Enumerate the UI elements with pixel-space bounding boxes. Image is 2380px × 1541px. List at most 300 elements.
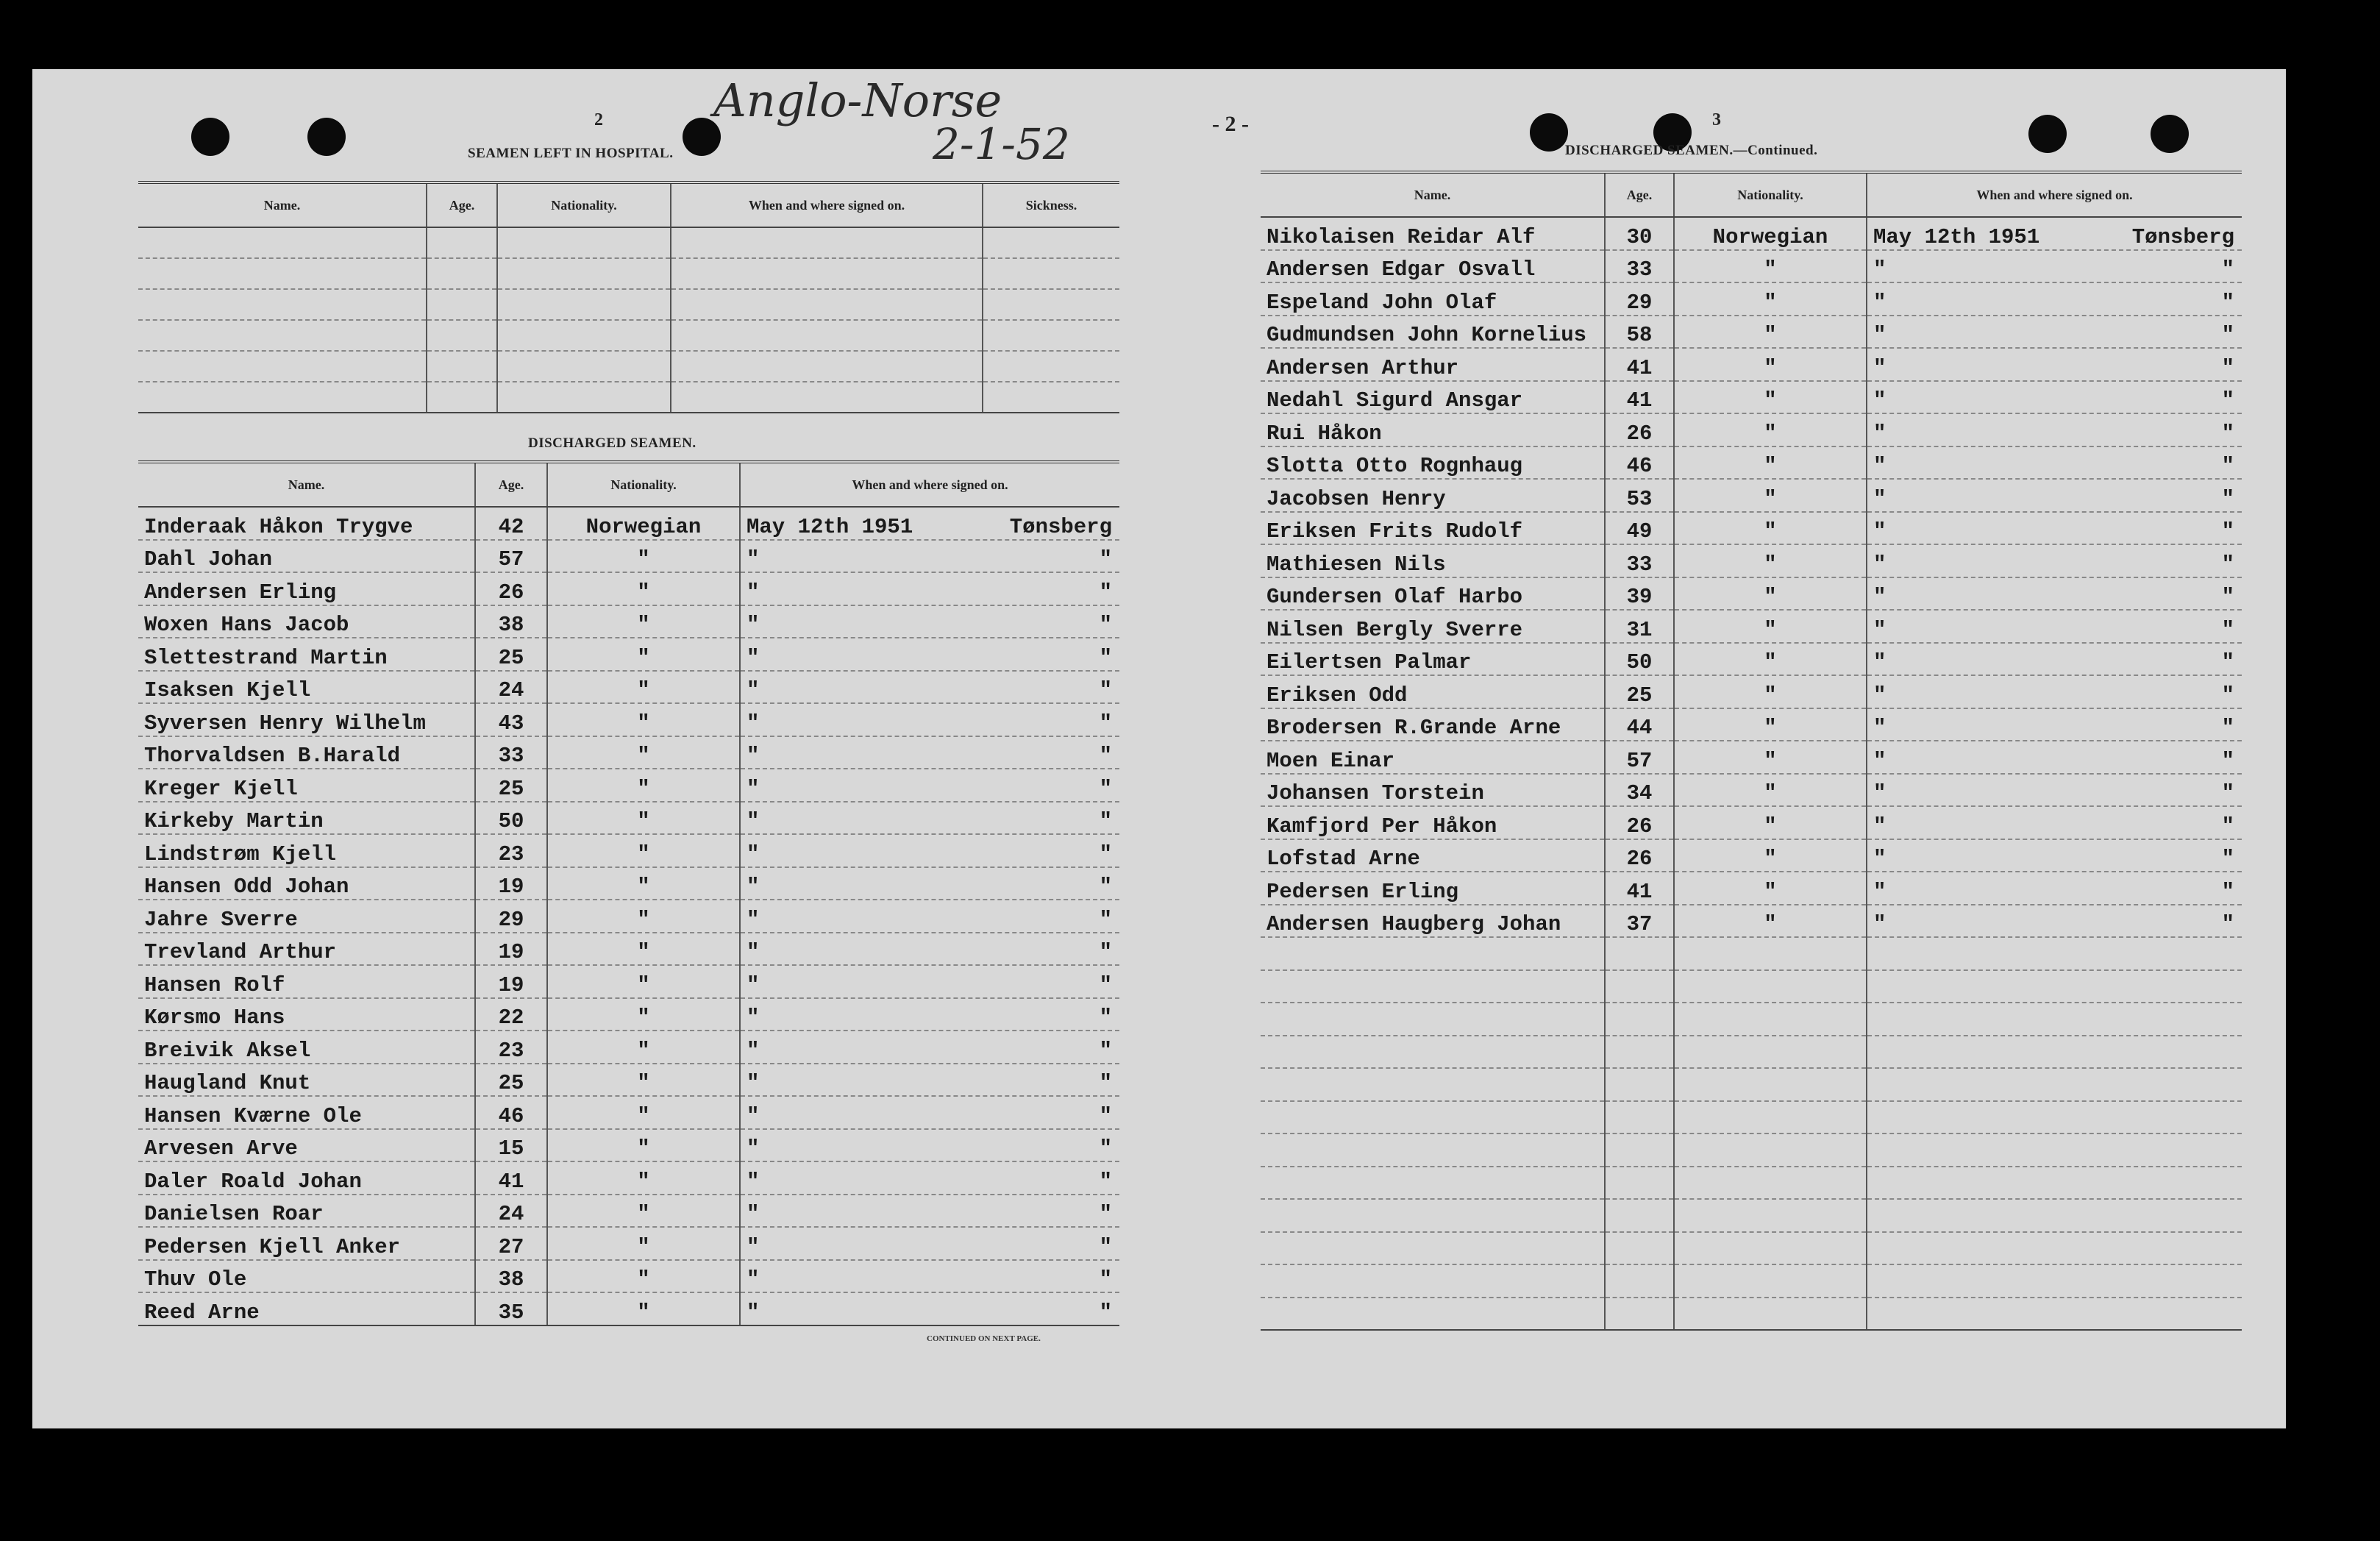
signed-on-cell — [740, 1292, 1119, 1325]
signed-on-date: " — [1873, 683, 1886, 708]
seaman-name: Eilertsen Palmar — [1261, 643, 1605, 676]
signed-on-split — [1873, 552, 2242, 577]
seaman-age: 24 — [475, 1195, 547, 1228]
seaman-age: 29 — [1605, 282, 1674, 316]
signed-on-place: " — [1099, 613, 1112, 637]
signed-on-date: " — [747, 1006, 760, 1030]
signed-on-split — [747, 908, 1119, 932]
signed-on-place: " — [1099, 940, 1112, 964]
signed-on-cell — [740, 998, 1119, 1031]
signed-on-place: " — [1099, 1267, 1112, 1292]
seaman-age: 30 — [1605, 217, 1674, 250]
seaman-nationality: " — [1674, 381, 1867, 414]
signed-on-place: " — [1099, 875, 1112, 899]
signed-on-place: " — [1099, 1071, 1112, 1095]
seaman-nationality: " — [547, 1292, 740, 1325]
signed-on-cell — [740, 638, 1119, 671]
seaman-age: 25 — [1605, 675, 1674, 708]
empty-cell — [1605, 937, 1674, 970]
table-row — [138, 1195, 1119, 1228]
signed-on-split — [747, 515, 1119, 539]
signed-on-place: " — [2221, 519, 2234, 544]
seaman-nationality: " — [547, 802, 740, 835]
seaman-name: Syversen Henry Wilhelm — [138, 703, 475, 736]
seaman-age: 41 — [1605, 348, 1674, 381]
table-row — [1261, 316, 2242, 349]
table-row — [138, 867, 1119, 900]
table-row — [138, 671, 1119, 704]
signed-on-date: " — [747, 1234, 760, 1259]
table-row — [138, 289, 1119, 320]
signed-on-date: " — [1873, 879, 1886, 904]
signed-on-cell — [740, 1031, 1119, 1064]
table-row — [138, 965, 1119, 998]
seaman-name: Jacobsen Henry — [1261, 479, 1605, 512]
seaman-age: 19 — [475, 867, 547, 900]
seaman-nationality: " — [547, 900, 740, 933]
table-row — [138, 540, 1119, 573]
seaman-nationality: " — [1674, 544, 1867, 577]
table-row — [1261, 806, 2242, 839]
seaman-age: 53 — [1605, 479, 1674, 512]
seaman-name: Hansen Kværne Ole — [138, 1096, 475, 1129]
signed-on-date: " — [747, 940, 760, 964]
table-row — [1261, 577, 2242, 611]
signed-on-split — [747, 678, 1119, 702]
seaman-nationality: " — [1674, 872, 1867, 905]
seaman-age: 26 — [1605, 413, 1674, 446]
signed-on-date: " — [747, 744, 760, 768]
seaman-age: 25 — [475, 638, 547, 671]
signed-on-split — [1873, 880, 2242, 904]
empty-cell — [1605, 1003, 1674, 1036]
signed-on-place: " — [1099, 1103, 1112, 1128]
seaman-name: Inderaak Håkon Trygve — [138, 507, 475, 540]
seaman-nationality: " — [1674, 479, 1867, 512]
empty-cell — [1674, 937, 1867, 970]
empty-cell — [1674, 970, 1867, 1003]
signed-on-place: " — [2221, 290, 2234, 315]
seaman-nationality: " — [1674, 316, 1867, 349]
empty-cell — [1261, 1298, 1605, 1331]
seaman-nationality: " — [547, 1161, 740, 1195]
empty-cell — [671, 351, 983, 382]
seaman-name: Haugland Knut — [138, 1064, 475, 1097]
empty-cell — [427, 227, 497, 258]
table-row — [1261, 217, 2242, 250]
empty-cell — [497, 227, 671, 258]
signed-on-split — [747, 973, 1119, 997]
signed-on-cell — [1867, 413, 2242, 446]
table-row — [1261, 741, 2242, 774]
signed-on-date: " — [1873, 585, 1886, 609]
signed-on-split — [1873, 781, 2242, 805]
punch-hole — [1530, 113, 1568, 152]
empty-cell — [138, 320, 427, 351]
signed-on-date: " — [1873, 290, 1886, 315]
table-row — [138, 1031, 1119, 1064]
signed-on-split — [1873, 618, 2242, 642]
table-row — [1261, 1298, 2242, 1331]
empty-cell — [1867, 937, 2242, 970]
seaman-age: 44 — [1605, 708, 1674, 741]
seaman-age: 34 — [1605, 774, 1674, 807]
seaman-name: Kamfjord Per Håkon — [1261, 806, 1605, 839]
signed-on-split — [747, 613, 1119, 637]
column-header: Name. — [1261, 172, 1605, 217]
empty-cell — [138, 289, 427, 320]
signed-on-split — [1873, 912, 2242, 936]
signed-on-place: " — [2221, 388, 2234, 413]
table-row — [1261, 774, 2242, 807]
empty-cell — [138, 382, 427, 413]
table-row — [1261, 1232, 2242, 1265]
table-row — [1261, 479, 2242, 512]
seaman-nationality: " — [547, 769, 740, 802]
empty-cell — [1867, 970, 2242, 1003]
signed-on-cell — [1867, 446, 2242, 480]
signed-on-split — [1873, 323, 2242, 347]
seaman-age: 50 — [1605, 643, 1674, 676]
empty-cell — [671, 258, 983, 289]
signed-on-cell — [1867, 282, 2242, 316]
signed-on-date: May 12th 1951 — [1873, 224, 2040, 249]
signed-on-date: " — [1873, 486, 1886, 511]
signed-on-place: " — [2221, 257, 2234, 282]
left-page — [74, 69, 1125, 1428]
signed-on-date: " — [1873, 716, 1886, 740]
signed-on-split — [747, 1104, 1119, 1128]
signed-on-cell — [740, 507, 1119, 540]
table-row — [1261, 1068, 2242, 1101]
table-row — [1261, 544, 2242, 577]
seaman-nationality: " — [547, 1260, 740, 1293]
signed-on-cell — [740, 1227, 1119, 1260]
seaman-name: Nikolaisen Reidar Alf — [1261, 217, 1605, 250]
seaman-name: Mathiesen Nils — [1261, 544, 1605, 577]
empty-cell — [1261, 1167, 1605, 1200]
signed-on-place: " — [1099, 678, 1112, 702]
seaman-nationality: " — [1674, 774, 1867, 807]
signed-on-date: " — [1873, 519, 1886, 544]
seaman-age: 38 — [475, 605, 547, 638]
seaman-age: 43 — [475, 703, 547, 736]
seaman-nationality: " — [547, 736, 740, 769]
signed-on-date: " — [747, 1267, 760, 1292]
seaman-age: 24 — [475, 671, 547, 704]
seaman-nationality: " — [1674, 413, 1867, 446]
signed-on-split — [1873, 814, 2242, 839]
signed-on-split — [747, 547, 1119, 572]
column-header: Age. — [427, 182, 497, 227]
empty-cell — [427, 320, 497, 351]
seaman-age: 22 — [475, 998, 547, 1031]
signed-on-split — [1873, 585, 2242, 609]
table-row — [138, 382, 1119, 413]
seaman-name: Eriksen Odd — [1261, 675, 1605, 708]
signed-on-place: " — [2221, 781, 2234, 805]
signed-on-cell — [1867, 905, 2242, 938]
signed-on-split — [1873, 487, 2242, 511]
signed-on-place: " — [2221, 716, 2234, 740]
signed-on-split — [747, 1170, 1119, 1194]
signed-on-place: " — [2221, 650, 2234, 675]
empty-cell — [497, 320, 671, 351]
table-row — [138, 769, 1119, 802]
column-header: Nationality. — [497, 182, 671, 227]
signed-on-date: " — [747, 1169, 760, 1194]
table-row — [1261, 643, 2242, 676]
seaman-name: Isaksen Kjell — [138, 671, 475, 704]
table-row — [138, 900, 1119, 933]
seaman-nationality: " — [1674, 577, 1867, 611]
empty-cell — [671, 320, 983, 351]
signed-on-cell — [1867, 544, 2242, 577]
seaman-nationality: " — [1674, 905, 1867, 938]
table-row — [138, 1292, 1119, 1325]
seaman-age: 50 — [475, 802, 547, 835]
empty-cell — [1261, 1036, 1605, 1069]
signed-on-date: " — [747, 776, 760, 801]
table-row — [1261, 446, 2242, 480]
seaman-nationality: " — [547, 834, 740, 867]
table-row — [138, 1227, 1119, 1260]
column-header: Nationality. — [547, 462, 740, 507]
signed-on-date: " — [1873, 388, 1886, 413]
signed-on-date: " — [1873, 781, 1886, 805]
seaman-age: 41 — [1605, 381, 1674, 414]
signed-on-place: " — [2221, 879, 2234, 904]
seaman-name: Thorvaldsen B.Harald — [138, 736, 475, 769]
empty-cell — [671, 227, 983, 258]
signed-on-place: " — [1099, 972, 1112, 997]
signed-on-cell — [1867, 806, 2242, 839]
signed-on-cell — [740, 605, 1119, 638]
signed-on-date: " — [747, 907, 760, 932]
hospital-table — [138, 181, 1119, 413]
seaman-nationality: " — [547, 638, 740, 671]
seaman-nationality: " — [1674, 610, 1867, 643]
table-row — [1261, 250, 2242, 283]
seaman-nationality: Norwegian — [1674, 217, 1867, 250]
empty-cell — [671, 289, 983, 320]
seaman-name: Lofstad Arne — [1261, 839, 1605, 872]
page-number: 2 — [594, 110, 603, 129]
column-header-row — [1261, 172, 2242, 217]
table-row — [138, 834, 1119, 867]
seaman-name: Dahl Johan — [138, 540, 475, 573]
empty-cell — [497, 351, 671, 382]
empty-cell — [1867, 1133, 2242, 1167]
seaman-age: 19 — [475, 965, 547, 998]
empty-cell — [983, 227, 1119, 258]
signed-on-place: " — [2221, 585, 2234, 609]
empty-cell — [138, 351, 427, 382]
signed-on-place: " — [1099, 1169, 1112, 1194]
column-header: Age. — [475, 462, 547, 507]
seaman-age: 33 — [1605, 544, 1674, 577]
empty-cell — [983, 258, 1119, 289]
column-header: Nationality. — [1674, 172, 1867, 217]
signed-on-cell — [740, 703, 1119, 736]
column-header-row — [138, 462, 1119, 507]
empty-cell — [1261, 1068, 1605, 1101]
empty-cell — [1261, 1199, 1605, 1232]
seaman-name: Hansen Rolf — [138, 965, 475, 998]
signed-on-place: " — [1099, 1006, 1112, 1030]
signed-on-split — [747, 744, 1119, 768]
table-row — [138, 1260, 1119, 1293]
signed-on-place: " — [1099, 776, 1112, 801]
signed-on-date: " — [747, 1300, 760, 1325]
empty-cell — [983, 320, 1119, 351]
signed-on-date: " — [1873, 617, 1886, 642]
seaman-age: 31 — [1605, 610, 1674, 643]
signed-on-place: " — [1099, 1234, 1112, 1259]
table-row — [138, 703, 1119, 736]
seaman-age: 57 — [475, 540, 547, 573]
punch-hole — [2028, 115, 2067, 153]
table-row — [1261, 1167, 2242, 1200]
signed-on-split — [1873, 650, 2242, 675]
empty-cell — [1261, 1101, 1605, 1134]
table-row — [1261, 610, 2242, 643]
table-row — [138, 605, 1119, 638]
signed-on-split — [747, 1300, 1119, 1325]
table-row — [1261, 1133, 2242, 1167]
table-row — [138, 1096, 1119, 1129]
punch-hole — [2151, 115, 2189, 153]
signed-on-cell — [740, 572, 1119, 605]
table-row — [1261, 905, 2242, 938]
table-row — [138, 1064, 1119, 1097]
seaman-name: Brodersen R.Grande Arne — [1261, 708, 1605, 741]
page-number: 3 — [1712, 110, 1721, 129]
seaman-nationality: " — [1674, 839, 1867, 872]
table-row — [1261, 1003, 2242, 1036]
signed-on-split — [747, 1039, 1119, 1063]
signed-on-place: " — [1099, 547, 1112, 572]
signed-on-cell — [1867, 316, 2242, 349]
signed-on-place: " — [2221, 552, 2234, 577]
seaman-name: Johansen Torstein — [1261, 774, 1605, 807]
seaman-age: 26 — [1605, 806, 1674, 839]
empty-cell — [497, 382, 671, 413]
table-row — [138, 572, 1119, 605]
seaman-name: Andersen Haugberg Johan — [1261, 905, 1605, 938]
empty-cell — [1605, 1199, 1674, 1232]
signed-on-date: " — [747, 613, 760, 637]
empty-cell — [983, 382, 1119, 413]
seaman-name: Pedersen Kjell Anker — [138, 1227, 475, 1260]
column-header: When and where signed on. — [740, 462, 1119, 507]
table-row — [1261, 512, 2242, 545]
signed-on-date: " — [1873, 814, 1886, 839]
seaman-nationality: " — [1674, 282, 1867, 316]
signed-on-cell — [740, 671, 1119, 704]
signed-on-date: " — [747, 580, 760, 605]
empty-cell — [1261, 1264, 1605, 1298]
column-header: Name. — [138, 462, 475, 507]
signed-on-date: " — [1873, 257, 1886, 282]
signed-on-split — [1873, 257, 2242, 282]
table-row — [1261, 708, 2242, 741]
seaman-name: Thuv Ole — [138, 1260, 475, 1293]
table-row — [1261, 413, 2242, 446]
empty-cell — [1867, 1003, 2242, 1036]
seaman-age: 38 — [475, 1260, 547, 1293]
seaman-age: 26 — [1605, 839, 1674, 872]
signed-on-date: " — [747, 1136, 760, 1161]
signed-on-date: " — [747, 875, 760, 899]
table-row — [1261, 970, 2242, 1003]
signed-on-cell — [740, 1064, 1119, 1097]
signed-on-split — [747, 1235, 1119, 1259]
empty-cell — [1261, 937, 1605, 970]
signed-on-place: " — [1099, 1202, 1112, 1226]
signed-on-cell — [1867, 512, 2242, 545]
empty-cell — [1605, 970, 1674, 1003]
seaman-name: Woxen Hans Jacob — [138, 605, 475, 638]
signed-on-place: Tønsberg — [2131, 224, 2234, 249]
empty-cell — [1867, 1101, 2242, 1134]
empty-cell — [1867, 1298, 2242, 1331]
signed-on-split — [747, 580, 1119, 605]
signed-on-place: " — [2221, 748, 2234, 773]
table-row — [1261, 937, 2242, 970]
table-row — [138, 998, 1119, 1031]
signed-on-split — [1873, 291, 2242, 315]
seaman-nationality: " — [547, 933, 740, 966]
seaman-name: Danielsen Roar — [138, 1195, 475, 1228]
scanned-document — [32, 69, 2286, 1428]
column-header: When and where signed on. — [671, 182, 983, 227]
empty-cell — [427, 351, 497, 382]
table-row — [138, 351, 1119, 382]
signed-on-split — [747, 1202, 1119, 1226]
signed-on-place: " — [1099, 744, 1112, 768]
seaman-age: 41 — [475, 1161, 547, 1195]
signed-on-date: " — [1873, 552, 1886, 577]
handwritten-ship-name: Anglo-Norse — [713, 74, 1002, 127]
signed-on-date: " — [1873, 421, 1886, 446]
empty-cell — [1867, 1068, 2242, 1101]
seaman-nationality: " — [547, 867, 740, 900]
empty-cell — [1674, 1167, 1867, 1200]
signed-on-cell — [740, 933, 1119, 966]
seaman-nationality: " — [547, 540, 740, 573]
right-page — [1212, 69, 2242, 1428]
signed-on-split — [747, 842, 1119, 866]
seaman-age: 26 — [475, 572, 547, 605]
signed-on-split — [1873, 388, 2242, 413]
empty-cell — [983, 289, 1119, 320]
signed-on-place: " — [2221, 912, 2234, 936]
signed-on-split — [1873, 683, 2242, 708]
signed-on-cell — [1867, 708, 2242, 741]
seaman-name: Gundersen Olaf Harbo — [1261, 577, 1605, 611]
column-header: Name. — [138, 182, 427, 227]
seaman-name: Andersen Edgar Osvall — [1261, 250, 1605, 283]
empty-cell — [1261, 1133, 1605, 1167]
continued-footer: CONTINUED ON NEXT PAGE. — [927, 1334, 1041, 1343]
signed-on-place: " — [1099, 1300, 1112, 1325]
signed-on-cell — [740, 736, 1119, 769]
empty-cell — [1674, 1232, 1867, 1265]
seaman-nationality: " — [547, 572, 740, 605]
table-row — [1261, 839, 2242, 872]
seaman-nationality: " — [547, 605, 740, 638]
